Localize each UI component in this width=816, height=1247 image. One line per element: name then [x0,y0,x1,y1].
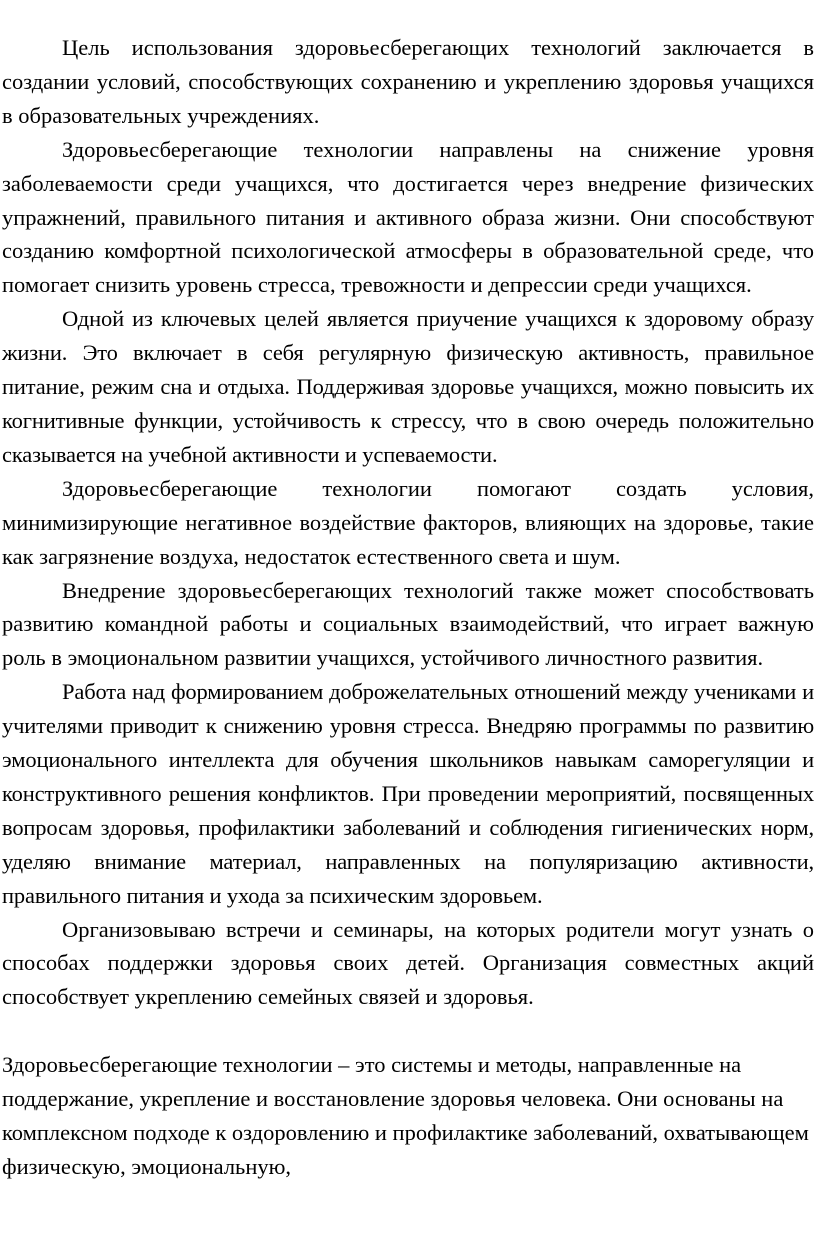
paragraph-teamwork: Внедрение здоровьесберегающих технологий также может способствовать развитию командной работы и социальных взаимодействий, что играет важную роль в эмоциональном развитии учащихся, устойчивого личностного развития. [2,577,814,671]
paragraph-healthy-lifestyle: Одной из ключевых целей является приучение учащихся к здоровому образу жизни. Это включает в себя регулярную физическую активность, правильное питание, режим сна и отдыха. Поддерживая здоровье учащихся, можно повысить их когнитивные функции, устойчивость к стрессу, что в свою очередь положительно сказывается на учебной активности и успеваемости. [2,306,814,467]
document-body [2,31,814,1184]
paragraph-conditions: Здоровьесберегающие технологии помогают создать условия, минимизирующие негативное воздействие факторов, влияющих на здоровье, такие как загрязнение воздуха, недостаток естественного света и шум. [2,475,814,569]
paragraph-relations: Работа над формированием доброжелательных отношений между учениками и учителями приводит к снижению уровня стресса. Внедряю программы по развитию эмоционального интеллекта для обучения школьников навыкам саморегуляции и конструктивного решения конфликтов. При проведении мероприятий, посвященных вопросам здоровья, профилактики заболеваний и соблюдения гигиенических норм, уделяю внимание материал, направленных на популяризацию активности, правильного питания и ухода за психическим здоровьем. [2,679,814,908]
paragraph-spacer [2,1014,814,1048]
paragraph-goal: Цель использования здоровьесберегающих технологий заключается в создании условий, способствующих сохранению и укреплению здоровья учащихся в образовательных учреждениях. [2,35,814,128]
paragraph-parents: Организовываю встречи и семинары, на которых родители могут узнать о способах поддержки здоровья своих детей. Организация совместных акций способствует укреплению семейных связей и здоровья. [2,916,814,1010]
paragraph-definition: Здоровьесберегающие технологии – это системы и методы, направленные на поддержание, укрепление и восстановление здоровья человека. Они основаны на комплексном подходе к оздоровлению и профилактике заболеваний, охватывающем физическую, эмоциональную, [2,1052,809,1179]
paragraph-directions: Здоровьесберегающие технологии направлены на снижение уровня заболеваемости среди учащихся, что достигается через внедрение физических упражнений, правильного питания и активного образа жизни. Они способствуют созданию комфортной психологической атмосферы в образовательной среде, что помогает снизить уровень стресса, тревожности и депрессии среди учащихся. [2,136,814,298]
